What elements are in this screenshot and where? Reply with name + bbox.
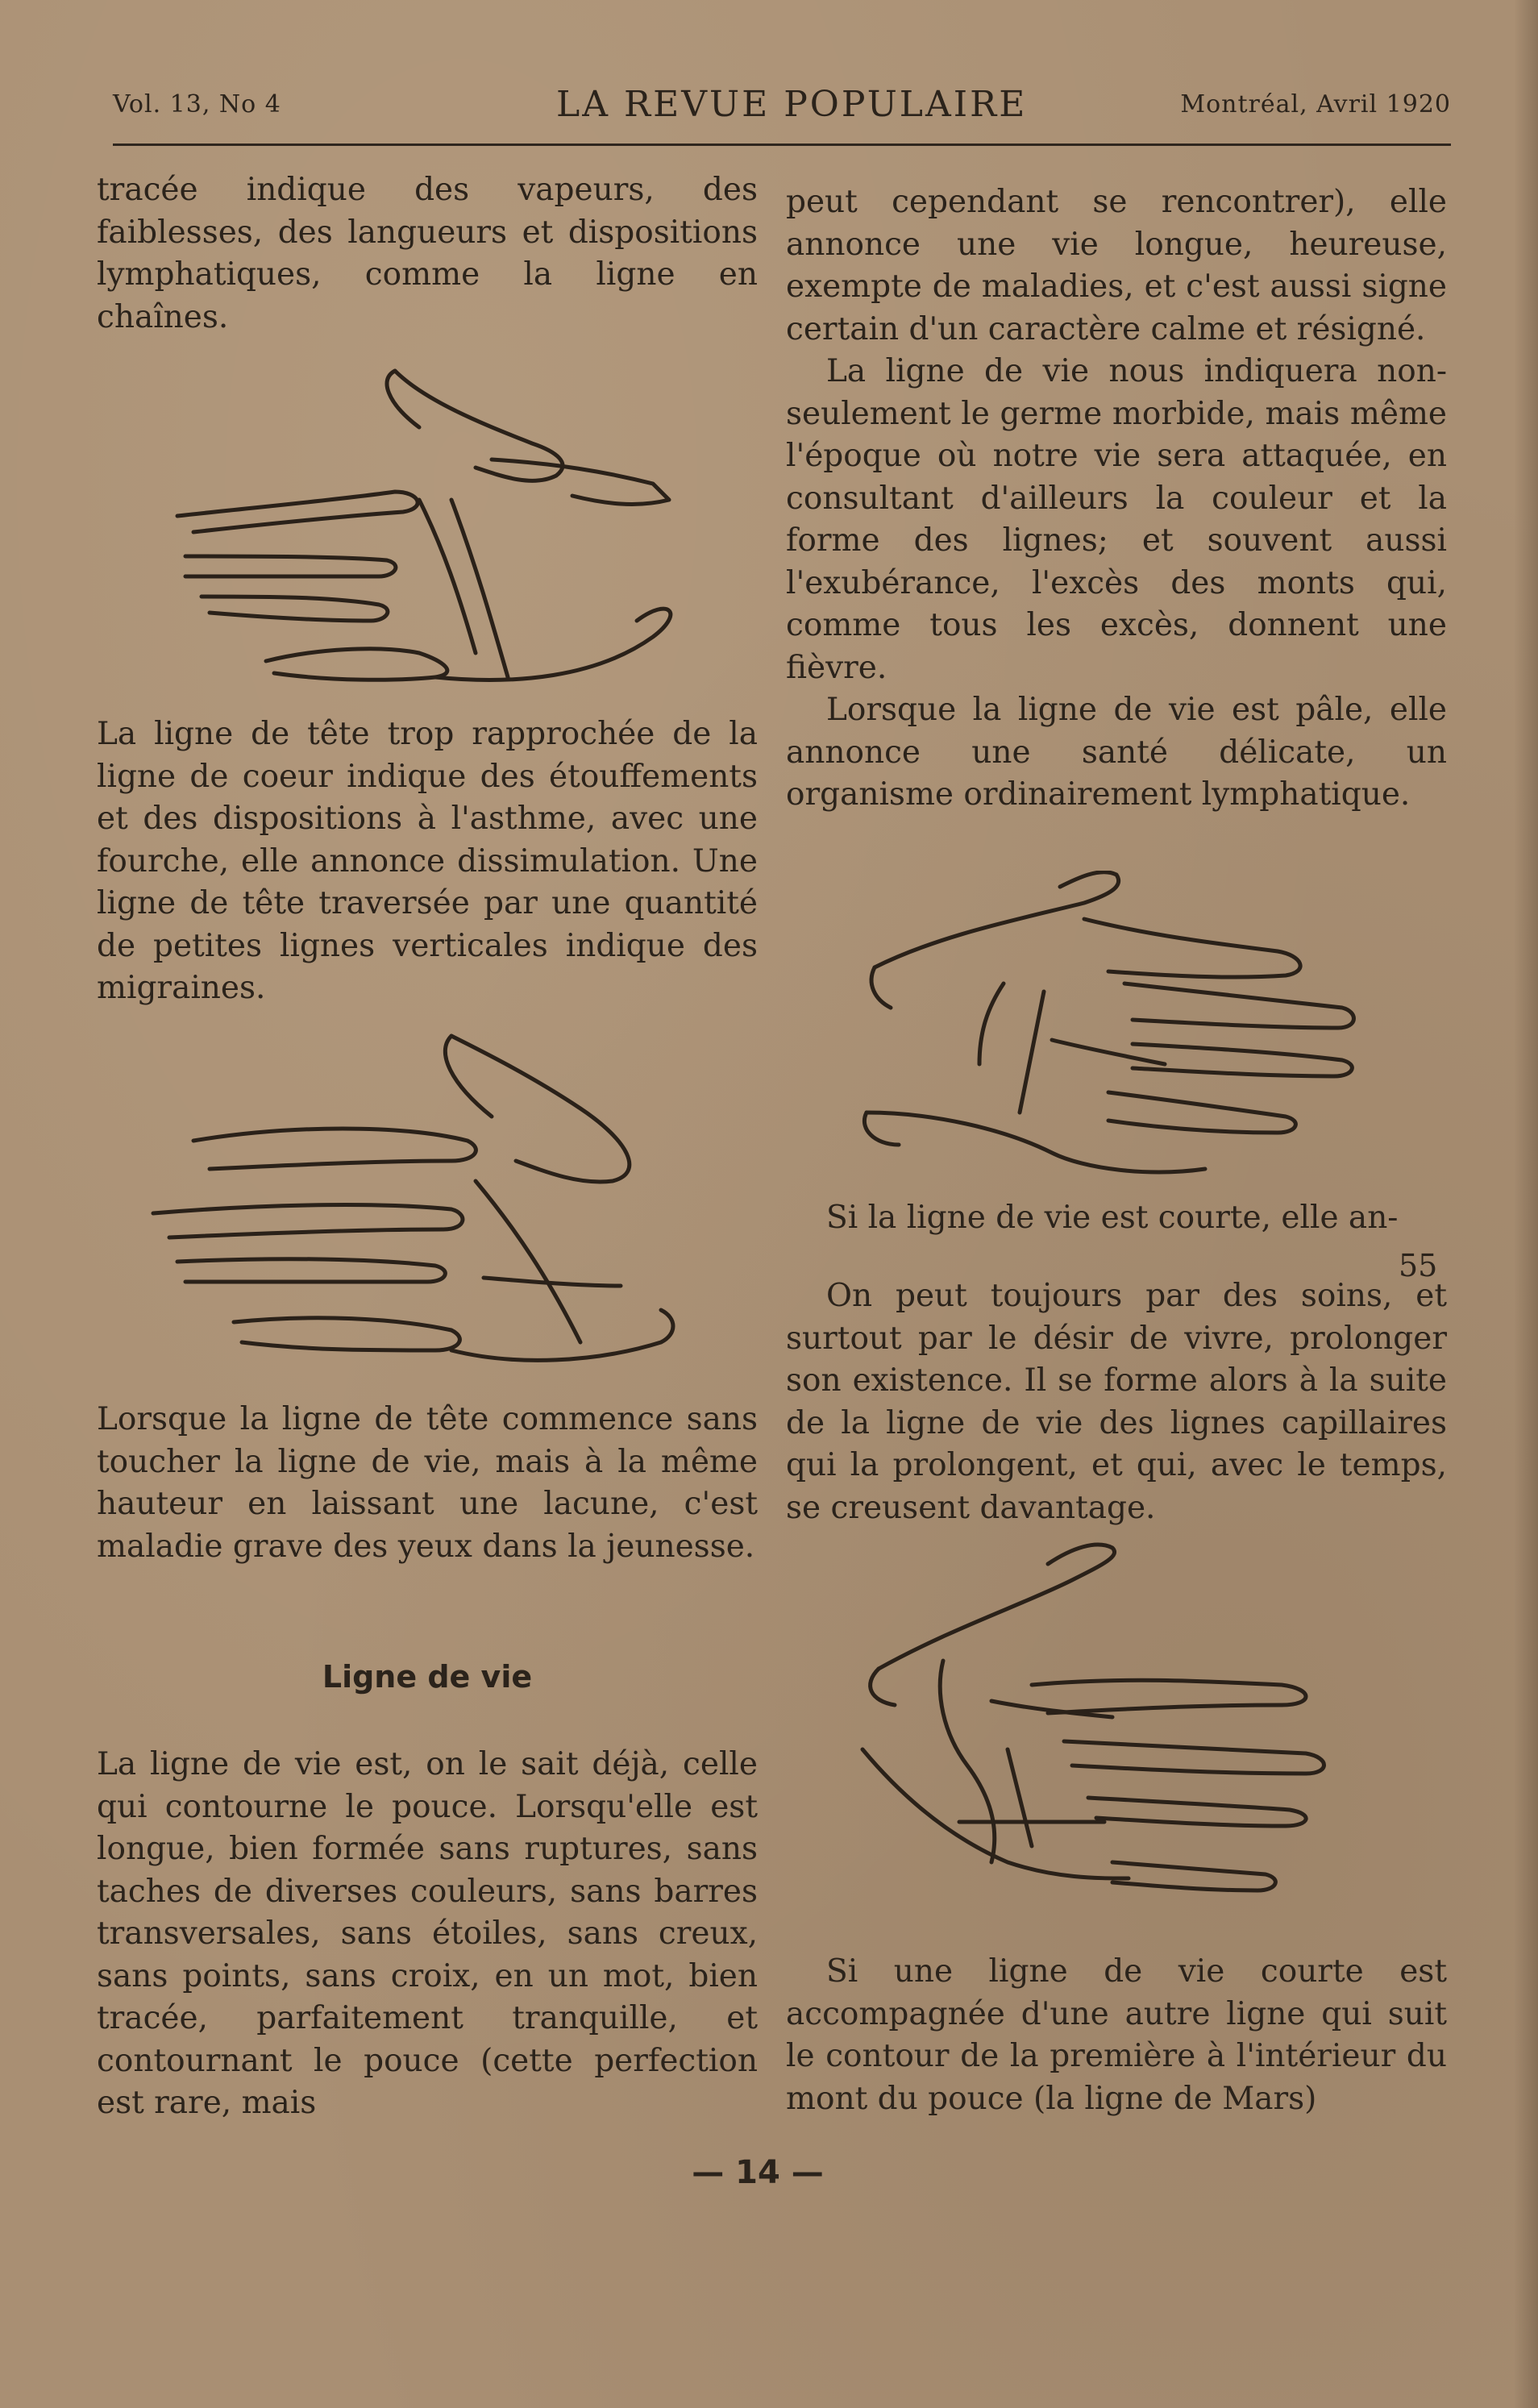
paragraph-text: Lorsque la ligne de tête commence sans toucher la ligne de vie, mais à la même hauteur en laissant une lacune, c'est maladie grave des yeux dans la jeunesse. [97,1401,758,1565]
left-paragraph-1 [97,169,758,339]
paragraph-text: La ligne de tête trop rapprochée de la ligne de coeur indique des étouffements et des dispositions à l'asthme, avec une fourche, elle annonce dissimulation. Une ligne de tête traversée par une quantité de petites lignes verticales indique des migraines. [97,716,758,1006]
right-paragraph-6 [786,1951,1447,2120]
page-number: — 14 — [692,2154,824,2191]
hand-illustration-1 [153,355,701,717]
section-subheading: Ligne de vie [322,1659,533,1695]
header-rule [113,143,1451,146]
paragraph-text: La ligne de vie est, on le sait déjà, celle qui contourne le pouce. Lorsqu'elle est longue, bien formée sans ruptures, sans taches de diverses couleurs, sans barres transversales, sans étoiles, sans creux, sans points, sans croix, en un mot, bien tracée, parfaitement tranquille, et contournant le pouce (cette perfection est rare, mais [97,1746,758,2121]
left-paragraph-3 [97,1399,758,1568]
paragraph-text: Lorsque la ligne de vie est pâle, elle annonce une santé délicate, un organisme ordinairement lymphatique. [786,692,1447,813]
right-paragraph-5 [786,1275,1447,1529]
page-edge-shadow [1514,0,1538,2408]
magazine-title: LA REVUE POPULAIRE [556,84,1028,125]
left-paragraph-2 [97,713,758,1010]
volume-issue: Vol. 13, No 4 [113,90,281,119]
paragraph-text: Si une ligne de vie courte est accompagnée d'une autre ligne qui suit le contour de la première à l'intérieur du mont du pouce (la ligne de Mars) [786,1953,1447,2117]
place-date: Montréal, Avril 1920 [1180,90,1451,119]
hand-illustration-4 [830,1540,1403,1951]
paragraph-text: peut cependant se rencontrer), elle annonce une vie longue, heureuse, exempte de maladies, et c'est aussi signe certain d'un caractère calme et résigné. [786,184,1447,347]
paragraph-text: tracée indique des vapeurs, des faiblesses, des langueurs et dispositions lymphatiques, comme la ligne en chaînes. [97,172,758,335]
paragraph-text: On peut toujours par des soins, et surtout par le désir de vivre, prolonger son existence. Il se forme alors à la suite de la ligne de vie des lignes capillaires qui la prolongent, et qui, avec le temps, se creusent davantage. [786,1278,1447,1526]
paragraph-text: Si la ligne de vie est courte, elle an- [826,1200,1399,1236]
right-paragraph-1 [786,181,1447,817]
page-header [113,81,1451,139]
hand-illustration-3 [842,871,1407,1193]
paragraph-text: La ligne de vie nous indiquera non-seulement le germe morbide, mais même l'époque où notre vie sera attaquée, en consultant d'ailleurs la couleur et la forme des lignes; et souvent aussi l'exubérance, l'excès des monts qui, comme tous les excès, donnent une fièvre. [786,353,1447,686]
hand-illustration-2 [129,1020,709,1399]
right-paragraph-4 [786,1197,1447,1240]
page-marker: 55 [1399,1248,1438,1283]
left-paragraph-4 [97,1744,758,2125]
